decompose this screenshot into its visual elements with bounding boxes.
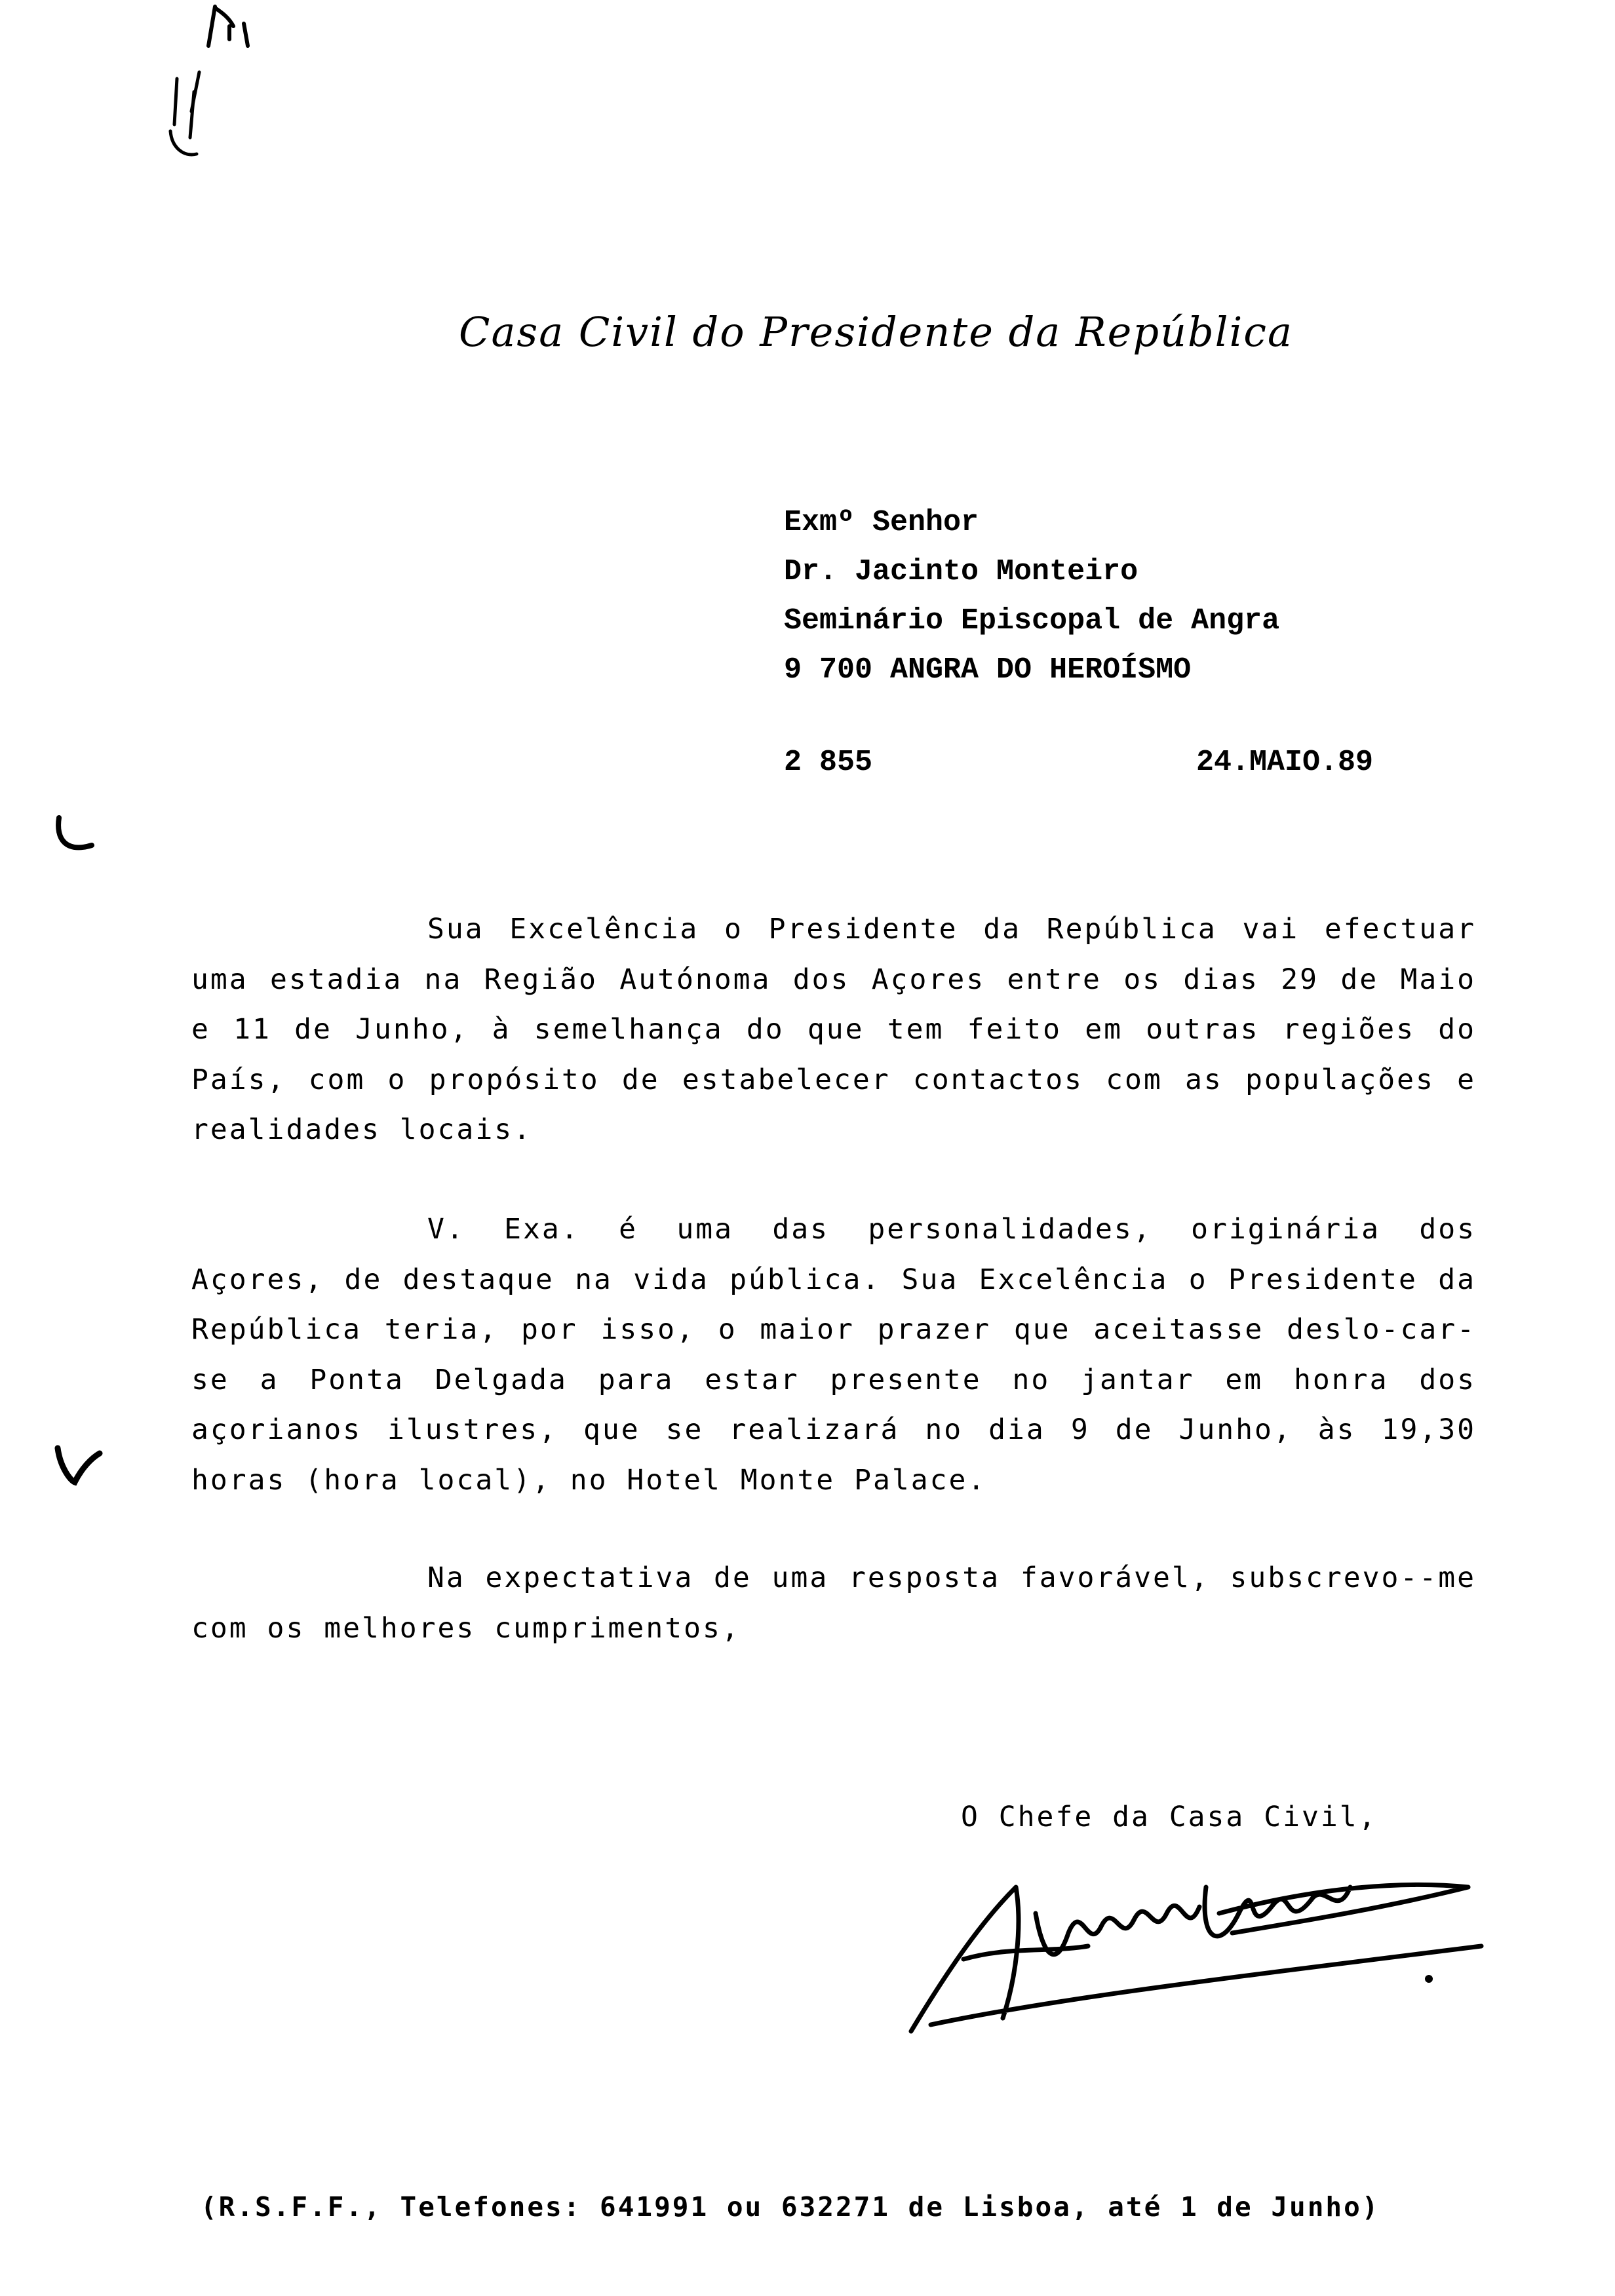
body-paragraph xyxy=(191,1204,1476,1505)
paragraph-text: Na expectativa de uma resposta favorável, subscrevo--me com os melhores cumprimentos, xyxy=(191,1561,1476,1645)
address-line: Exmº Senhor xyxy=(784,506,979,539)
handwritten-mark xyxy=(131,0,275,170)
address-line: Seminário Episcopal de Angra xyxy=(784,604,1280,638)
letter-date: 24.MAIO.89 xyxy=(1196,746,1374,779)
letterhead: Casa Civil do Presidente da República xyxy=(459,308,1293,356)
signature xyxy=(891,1848,1521,2044)
address-line: Dr. Jacinto Monteiro xyxy=(784,555,1138,588)
reference-number: 2 855 xyxy=(784,746,873,779)
footer-note: (R.S.F.F., Telefones: 641991 ou 632271 de Lisboa, até 1 de Junho) xyxy=(201,2191,1380,2223)
address-line: 9 700 ANGRA DO HEROÍSMO xyxy=(784,653,1192,687)
paragraph-text: Sua Excelência o Presidente da República vai efectuar uma estadia na Região Autónoma dos Açores entre os dias 29 de Maio e 11 de Junho, à semelhança do que tem feito em outras regiões do País, com o propósito de estabelecer contactos com as populações e realidades locais. xyxy=(191,913,1476,1146)
recipient-address xyxy=(784,498,1279,695)
paragraph-text: V. Exa. é uma das personalidades, originária dos Açores, de destaque na vida pública. Sua Excelência o Presidente da República teria, por isso, o maior prazer que aceitasse deslo-car-se a Ponta Delgada para estar presente no jantar em honra dos açorianos ilustres, que se realizará no dia 9 de Junho, às 19,30 horas (hora local), no Hotel Monte Palace. xyxy=(191,1213,1476,1497)
checkmark-icon xyxy=(52,1442,105,1494)
body-paragraph xyxy=(191,904,1476,1155)
body-paragraph xyxy=(191,1553,1476,1653)
closing-line: O Chefe da Casa Civil, xyxy=(961,1801,1378,1833)
checkmark-icon xyxy=(52,813,98,858)
